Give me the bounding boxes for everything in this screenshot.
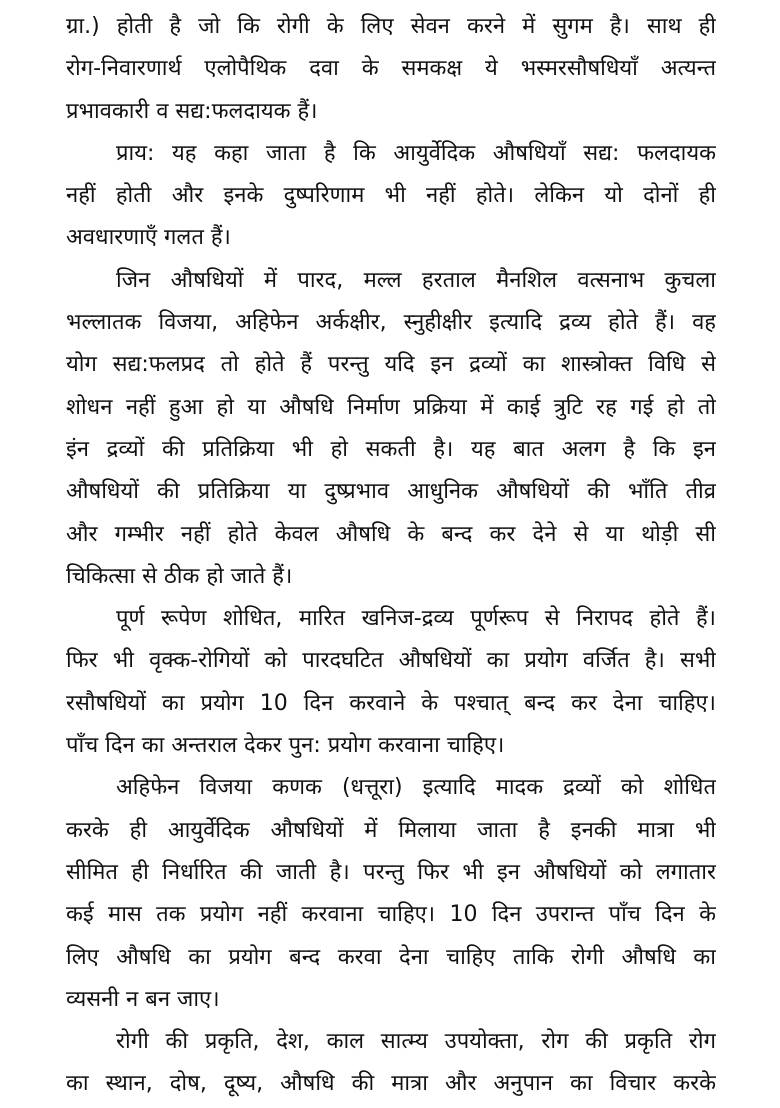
paragraph (66, 6, 716, 133)
text-line: रसौषधियों का प्रयोग 10 दिन करवाने के पश्चात् बन्द कर देना चाहिए। (66, 690, 716, 716)
text-line: अहिफेन विजया कणक (धत्तूरा) इत्यादि मादक द्रव्यों को शोधित (116, 775, 716, 801)
text-line: रोग-निवारणार्थ एलोपैथिक दवा के समकक्ष ये भस्मरसौषधियाँ अत्यन्त (66, 56, 716, 82)
text-line: ग्रा.) होती है जो कि रोगी के लिए सेवन करने में सुगम है। साथ ही (66, 14, 716, 39)
document-page (66, 6, 716, 1106)
text-line: भल्लातक विजया, अहिफेन अर्कक्षीर, स्नुहीक्षीर इत्यादि द्रव्य होते हैं। वह (66, 310, 716, 336)
text-line: नहीं होती और इनके दुष्परिणाम भी नहीं होते। लेकिन यो दोनों ही (66, 183, 716, 209)
paragraph (66, 598, 716, 767)
text-line: जिन औषधियों में पारद, मल्ल हरताल मैनशिल वत्सनाभ कुचला (116, 267, 716, 293)
text-line: रोगी की प्रकृति, देश, काल सात्म्य उपयोक्ता, रोग की प्रकृति रोग (116, 1029, 716, 1055)
text-line: व्यसनी न बन जाए। (66, 986, 220, 1012)
text-line: का स्थान, दोष, दूष्य, औषधि की मात्रा और अनुपान का विचार करके (66, 1071, 716, 1097)
text-line: शोधन नहीं हुआ हो या औषधि निर्माण प्रक्रिया में काई त्रुटि रह गई हो तो (66, 394, 716, 420)
paragraph (66, 260, 716, 598)
text-line: पाँच दिन का अन्तराल देकर पुन: प्रयोग करवाना चाहिए। (66, 733, 505, 759)
paragraph (66, 1021, 716, 1106)
text-line: सीमित ही निर्धारित की जाती है। परन्तु फिर भी इन औषधियों को लगातार (66, 859, 716, 885)
text-line: अवधारणाएँ गलत हैं। (66, 225, 231, 251)
text-line: औषधियों की प्रतिक्रिया या दुष्प्रभाव आधुनिक औषधियों की भाँति तीव्र (66, 479, 716, 505)
paragraph (66, 767, 716, 1021)
paragraph (66, 133, 716, 260)
text-line: कई मास तक प्रयोग नहीं करवाना चाहिए। 10 दिन उपरान्त पाँच दिन के (66, 902, 716, 928)
text-line: लिए औषधि का प्रयोग बन्द करवा देना चाहिए ताकि रोगी औषधि का (66, 944, 716, 970)
text-line: योग सद्य:फलप्रद तो होते हैं परन्तु यदि इन द्रव्यों का शास्त्रोक्त विधि से (66, 352, 716, 378)
text-line: प्रभावकारी व सद्य:फलदायक हैं। (66, 98, 318, 124)
text-line: पूर्ण रूपेण शोधित, मारित खनिज-द्रव्य पूर्णरूप से निरापद होते हैं। (116, 606, 716, 632)
text-line: इंन द्रव्यों की प्रतिक्रिया भी हो सकती है। यह बात अलग है कि इन (66, 436, 716, 462)
text-line: फिर भी वृक्क-रोगियों को पारदघटित औषधियों का प्रयोग वर्जित है। सभी (66, 648, 716, 674)
text-line: प्राय: यह कहा जाता है कि आयुर्वेदिक औषधियाँ सद्य: फलदायक (116, 140, 716, 166)
text-line: करके ही आयुर्वेदिक औषधियों में मिलाया जाता है इनकी मात्रा भी (66, 817, 716, 843)
text-line: और गम्भीर नहीं होते केवल औषधि के बन्द कर देने से या थोड़ी सी (66, 521, 716, 547)
text-line: चिकित्सा से ठीक हो जाते हैं। (66, 563, 293, 589)
